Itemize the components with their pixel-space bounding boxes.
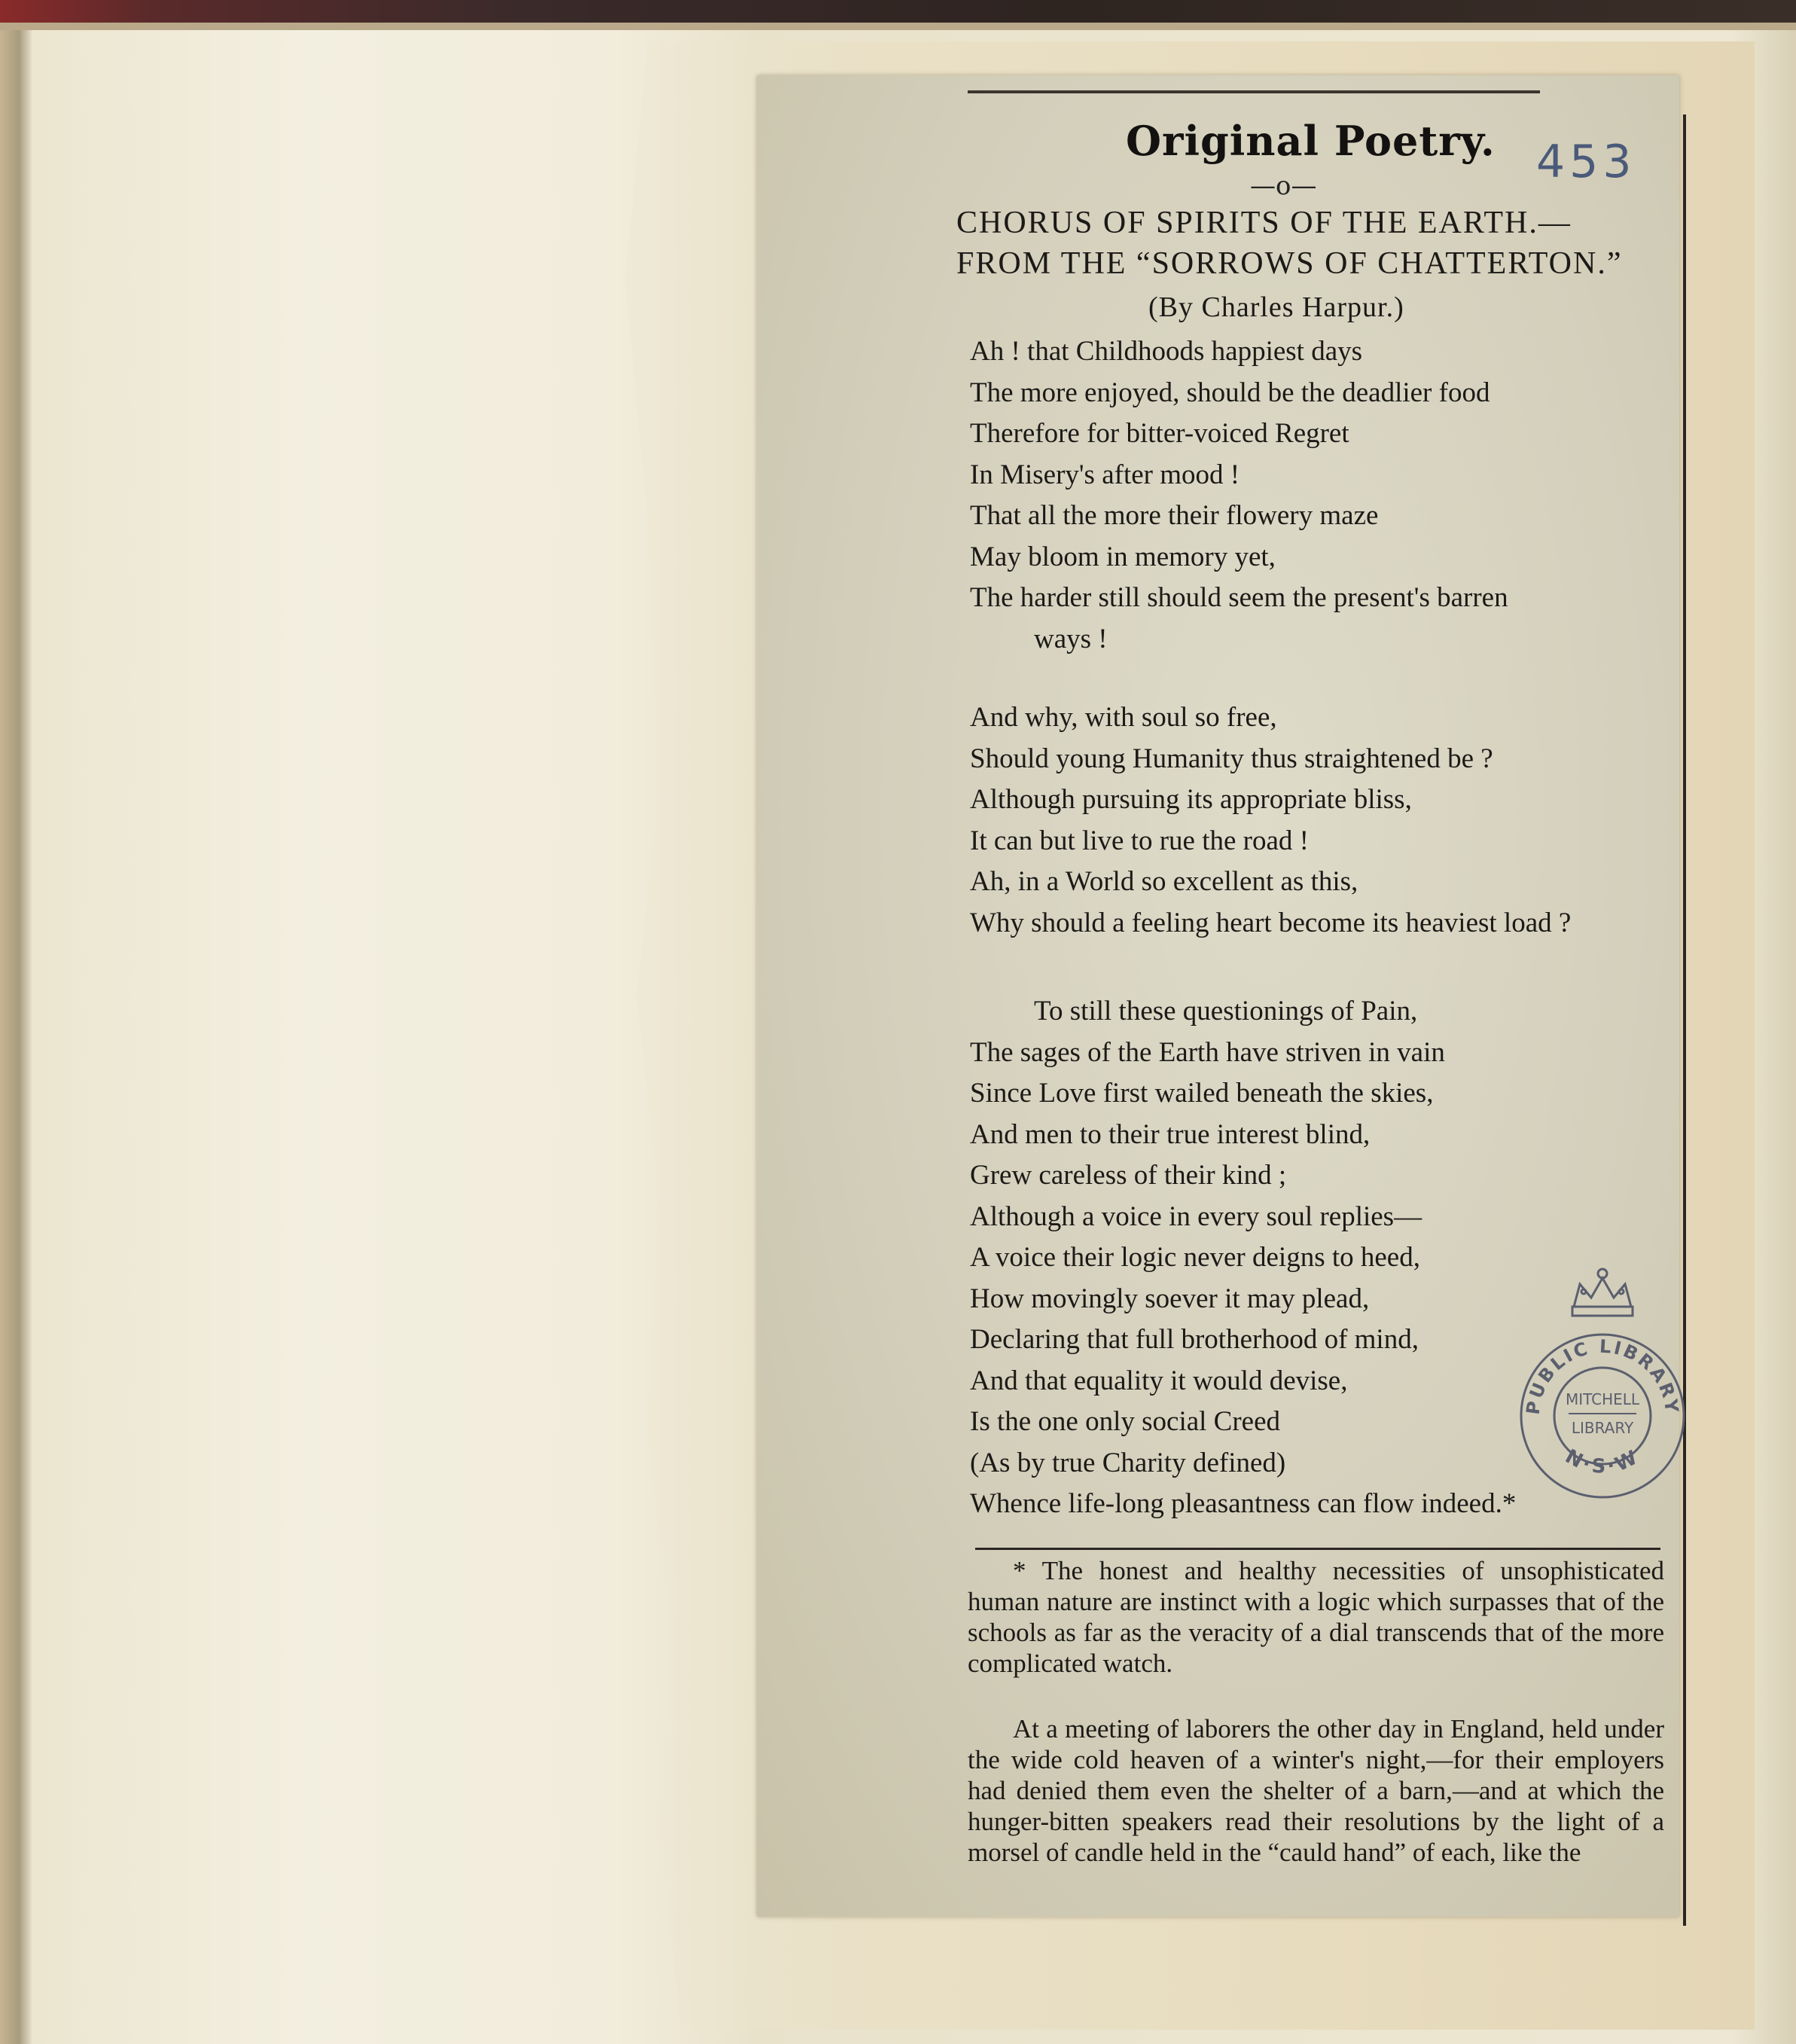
poem-line: Declaring that full brotherhood of mind, — [970, 1324, 1419, 1355]
poem-line: Ah ! that Childhoods happiest days — [970, 336, 1363, 367]
stamp-center-bottom: LIBRARY — [1571, 1419, 1634, 1437]
stanza — [970, 697, 1571, 944]
poem-line: Although pursuing its appropriate bliss, — [970, 784, 1412, 815]
library-stamp — [1512, 1254, 1693, 1510]
stamp-ring-text: PUBLIC LIBRARY — [1522, 1335, 1683, 1416]
poem-line: That all the more their flowery maze — [970, 500, 1379, 531]
poem-line: Although a voice in every soul replies— — [970, 1200, 1422, 1232]
poem-line: Whence life-long pleasantness can flow indeed.* — [970, 1488, 1517, 1519]
poem-line: In Misery's after mood ! — [970, 459, 1240, 490]
poem-line: Should young Humanity thus straightened be ? — [970, 743, 1493, 774]
poem-line: A voice their logic never deigns to heed, — [970, 1242, 1420, 1273]
poem-line: Since Love first wailed beneath the skies, — [970, 1078, 1434, 1109]
byline: (By Charles Harpur.) — [1148, 291, 1404, 323]
book-cover-edge — [0, 0, 1796, 30]
poem-line: May bloom in memory yet, — [970, 541, 1276, 572]
newspaper-clipping — [757, 75, 1683, 1917]
footnote-continuation: At a meeting of laborers the other day in England, held under the wide cold heaven of a winter's night,—for their employers had denied them even the shelter of a barn,—and at which the hunger-bitten speakers read their resolutions by the light of a morsel of candle held in the “cauld hand” of each, like the — [968, 1714, 1664, 1867]
column-rule — [1683, 114, 1686, 1926]
stamp-inner-ring — [1554, 1368, 1651, 1464]
poem-line: Why should a feeling heart become its heaviest load ? — [970, 907, 1572, 938]
footnote: * The honest and healthy necessities of unsophisticated human nature are instinct with a logic which surpasses that of the schools as far as the veracity of a dial transcends that of the more complicated watch. — [968, 1556, 1664, 1678]
poem-line: The more enjoyed, should be the deadlier food — [970, 377, 1490, 408]
poem-subtitle: FROM THE “SORROWS OF CHATTERTON.” — [956, 246, 1623, 281]
poem-line: How movingly soever it may plead, — [970, 1283, 1370, 1314]
poem-line: And men to their true interest blind, — [970, 1118, 1371, 1150]
poem-line: Therefore for bitter-voiced Regret — [970, 418, 1349, 449]
stanza — [970, 991, 1516, 1525]
poem-line: ways ! — [1034, 623, 1108, 654]
poem-line: (As by true Charity defined) — [970, 1447, 1286, 1478]
footnote-rule — [975, 1548, 1660, 1550]
poem-line: To still these questionings of Pain, — [1034, 996, 1418, 1027]
handwritten-page-number: 453 — [1536, 136, 1636, 188]
book-spine — [0, 30, 32, 2044]
poem-line: The harder still should seem the present's barren — [970, 582, 1508, 613]
poem-line: The sages of the Earth have striven in vain — [970, 1036, 1445, 1068]
top-rule — [968, 90, 1540, 93]
masthead: Original Poetry. — [1126, 117, 1496, 165]
crown-icon — [1572, 1269, 1633, 1316]
ornament: —o— — [1250, 171, 1317, 201]
poem-line: And why, with soul so free, — [970, 702, 1277, 733]
poem-line: Ah, in a World so excellent as this, — [970, 866, 1358, 897]
poem-line: And that equality it would devise, — [970, 1365, 1348, 1396]
poem-title: CHORUS OF SPIRITS OF THE EARTH.— — [956, 206, 1572, 240]
stanza — [970, 331, 1508, 660]
stamp-center-top: MITCHELL — [1565, 1390, 1640, 1408]
poem-line: Is the one only social Creed — [970, 1406, 1281, 1437]
poem-line: It can but live to rue the road ! — [970, 825, 1309, 856]
stamp-bottom-text: N·S·W — [1561, 1445, 1644, 1478]
poem-line: Grew careless of their kind ; — [970, 1160, 1287, 1191]
